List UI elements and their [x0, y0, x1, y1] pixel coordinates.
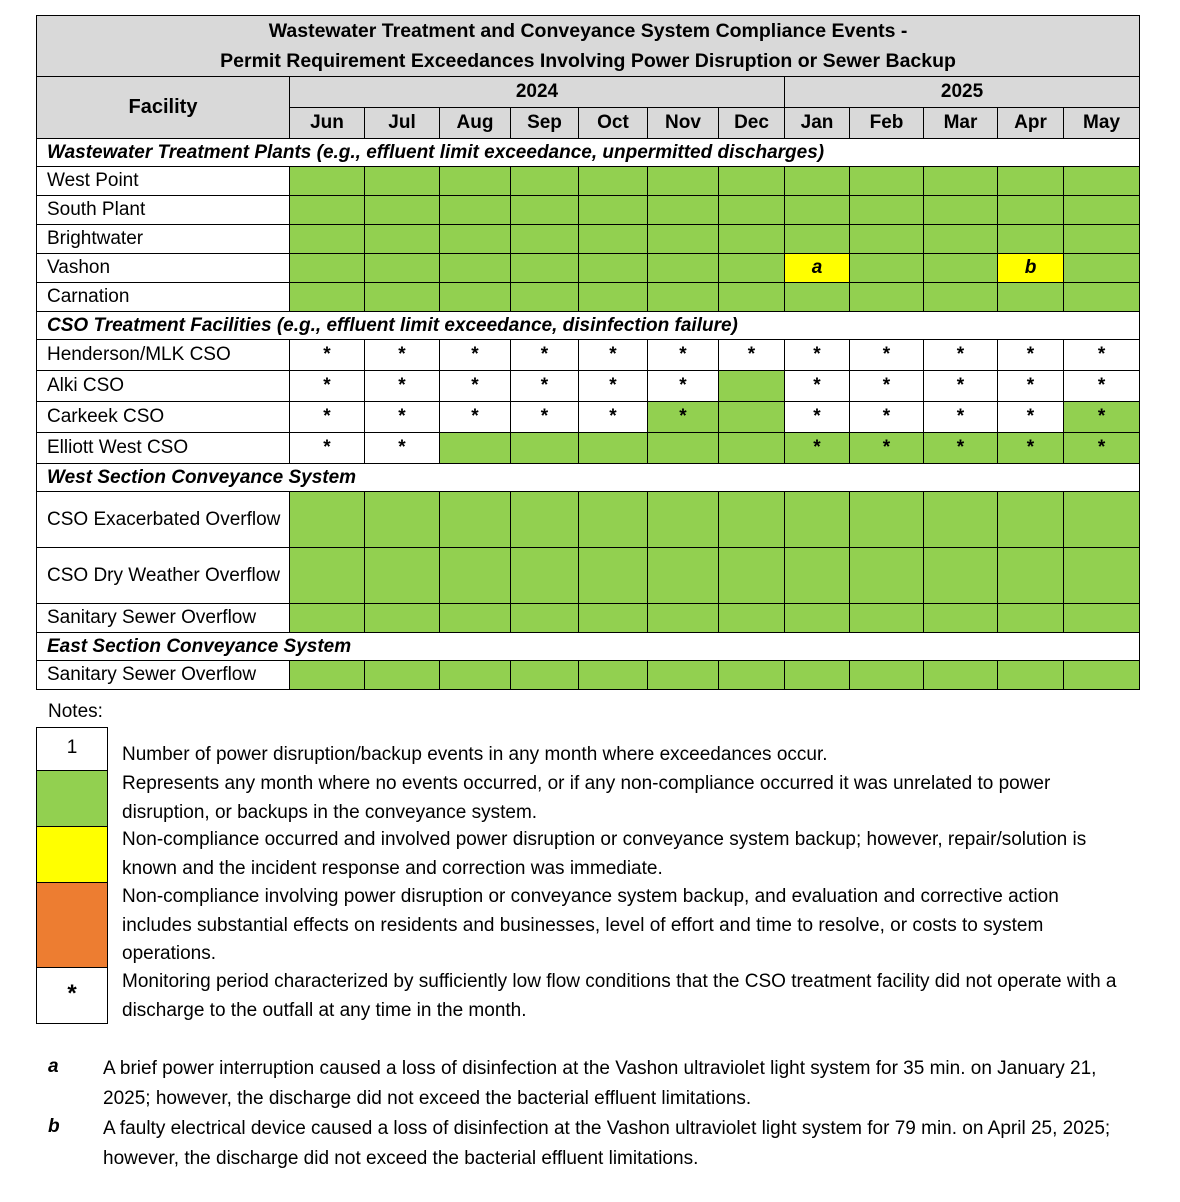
status-cell: [440, 254, 511, 283]
status-cell: [511, 167, 579, 196]
status-cell: *: [365, 340, 440, 371]
month-header-jun: Jun: [290, 108, 365, 139]
status-cell: [785, 283, 850, 312]
status-cell: [290, 167, 365, 196]
status-cell: *: [579, 371, 648, 402]
status-cell: [365, 492, 440, 548]
facility-name: Sanitary Sewer Overflow: [37, 604, 290, 633]
status-cell: [719, 402, 785, 433]
status-cell: *: [785, 340, 850, 371]
status-cell: [290, 604, 365, 633]
compliance-events-table: [36, 15, 1140, 690]
legend-swatch-count: 1: [36, 727, 108, 771]
status-cell: [850, 196, 924, 225]
section-header: West Section Conveyance System: [37, 464, 1140, 492]
legend-text-green: Represents any month where no events occurred, or if any non-compliance occurred it was unrelated to power disruption, or backups in the conveyance system.: [122, 773, 1051, 823]
status-cell: [511, 283, 579, 312]
status-cell: [579, 548, 648, 604]
status-cell: *: [648, 340, 719, 371]
table-row: [37, 254, 1140, 283]
status-cell: b: [998, 254, 1064, 283]
status-cell: [719, 225, 785, 254]
status-cell: [1064, 548, 1140, 604]
month-header-oct: Oct: [579, 108, 648, 139]
legend-text-star: Monitoring period characterized by sufficiently low flow conditions that the CSO treatment facility did not operate with a discharge to the outfall at any time in the month.: [122, 971, 1117, 1021]
status-cell: [924, 225, 998, 254]
facility-name: Carkeek CSO: [37, 402, 290, 433]
legend-swatch-green: [36, 770, 108, 827]
notes-label: Notes:: [48, 701, 103, 722]
status-cell: [290, 283, 365, 312]
month-header-aug: Aug: [440, 108, 511, 139]
status-cell: [440, 604, 511, 633]
status-cell: *: [290, 433, 365, 464]
status-cell: [719, 433, 785, 464]
status-cell: [785, 225, 850, 254]
status-cell: *: [511, 371, 579, 402]
status-cell: [1064, 604, 1140, 633]
status-cell: [511, 254, 579, 283]
table-row: [37, 340, 1140, 371]
status-cell: *: [440, 371, 511, 402]
status-cell: *: [998, 340, 1064, 371]
status-cell: [719, 371, 785, 402]
status-cell: [511, 433, 579, 464]
status-cell: [1064, 167, 1140, 196]
status-cell: [719, 604, 785, 633]
legend-text-count: Number of power disruption/backup events in any month where exceedances occur.: [122, 744, 828, 765]
status-cell: [785, 167, 850, 196]
status-cell: [924, 196, 998, 225]
status-cell: a: [785, 254, 850, 283]
facility-name: CSO Dry Weather Overflow: [37, 548, 290, 604]
status-cell: [785, 196, 850, 225]
legend-swatch-yellow: [36, 826, 108, 883]
status-cell: *: [998, 371, 1064, 402]
status-cell: [648, 492, 719, 548]
footnote-a-letter: a: [48, 1056, 59, 1077]
status-cell: *: [998, 433, 1064, 464]
status-cell: [924, 167, 998, 196]
status-cell: [579, 283, 648, 312]
status-cell: *: [1064, 340, 1140, 371]
status-cell: [719, 196, 785, 225]
status-cell: [511, 492, 579, 548]
status-cell: [719, 661, 785, 690]
status-cell: [648, 604, 719, 633]
status-cell: [440, 225, 511, 254]
status-cell: *: [785, 433, 850, 464]
status-cell: *: [1064, 402, 1140, 433]
table-row: [37, 604, 1140, 633]
status-cell: [365, 196, 440, 225]
status-cell: [998, 196, 1064, 225]
status-cell: [440, 196, 511, 225]
legend-text-yellow: Non-compliance occurred and involved power disruption or conveyance system backup; however, repair/solution is known and the incident response and correction was immediate.: [122, 829, 1087, 879]
status-cell: [440, 492, 511, 548]
status-cell: [924, 548, 998, 604]
status-cell: [365, 167, 440, 196]
month-header-mar: Mar: [924, 108, 998, 139]
status-cell: [579, 167, 648, 196]
status-cell: [290, 196, 365, 225]
facility-name: Sanitary Sewer Overflow: [37, 661, 290, 690]
status-cell: [719, 548, 785, 604]
status-cell: [290, 492, 365, 548]
status-cell: [648, 548, 719, 604]
status-cell: [998, 492, 1064, 548]
status-cell: [850, 283, 924, 312]
status-cell: [290, 661, 365, 690]
status-cell: *: [290, 402, 365, 433]
status-cell: *: [924, 433, 998, 464]
status-cell: [511, 604, 579, 633]
status-cell: [440, 661, 511, 690]
status-cell: *: [365, 433, 440, 464]
status-cell: *: [785, 371, 850, 402]
status-cell: [719, 492, 785, 548]
status-cell: *: [1064, 433, 1140, 464]
status-cell: [924, 254, 998, 283]
year-2024-header: 2024: [290, 77, 785, 108]
status-cell: *: [924, 402, 998, 433]
table-row: [37, 492, 1140, 548]
month-header-jul: Jul: [365, 108, 440, 139]
table-row: [37, 196, 1140, 225]
legend-text-orange: Non-compliance involving power disruption or conveyance system backup, and evaluation and corrective action includes substantial effects on residents and businesses, level of effort and time to resolve, or costs to system operations.: [122, 886, 1059, 964]
status-cell: *: [440, 402, 511, 433]
status-cell: *: [850, 433, 924, 464]
legend-swatch-star: *: [36, 967, 108, 1024]
facility-name: Elliott West CSO: [37, 433, 290, 464]
table-title-line-1: Wastewater Treatment and Conveyance System Compliance Events -: [268, 20, 908, 42]
status-cell: [998, 225, 1064, 254]
status-cell: [924, 604, 998, 633]
status-cell: [998, 167, 1064, 196]
status-cell: [719, 254, 785, 283]
status-cell: [648, 167, 719, 196]
status-cell: [998, 283, 1064, 312]
status-cell: *: [1064, 371, 1140, 402]
status-cell: [440, 167, 511, 196]
status-cell: [924, 492, 998, 548]
status-cell: [365, 283, 440, 312]
status-cell: *: [785, 402, 850, 433]
status-cell: *: [440, 340, 511, 371]
table-row: [37, 548, 1140, 604]
facility-name: Henderson/MLK CSO: [37, 340, 290, 371]
status-cell: [785, 604, 850, 633]
status-cell: [579, 604, 648, 633]
status-cell: [850, 167, 924, 196]
status-cell: [648, 661, 719, 690]
footnote-b-letter: b: [48, 1116, 60, 1137]
section-header: East Section Conveyance System: [37, 633, 1140, 661]
status-cell: [785, 661, 850, 690]
facility-column-header: Facility: [37, 77, 290, 139]
status-cell: [785, 548, 850, 604]
status-cell: [511, 661, 579, 690]
status-cell: [290, 254, 365, 283]
status-cell: [579, 254, 648, 283]
status-cell: *: [998, 402, 1064, 433]
status-cell: [850, 492, 924, 548]
status-cell: [511, 196, 579, 225]
status-cell: *: [511, 402, 579, 433]
status-cell: [998, 661, 1064, 690]
status-cell: [850, 604, 924, 633]
table-row: [37, 402, 1140, 433]
status-cell: [850, 254, 924, 283]
month-header-dec: Dec: [719, 108, 785, 139]
status-cell: [998, 548, 1064, 604]
status-cell: [924, 283, 998, 312]
status-cell: [648, 254, 719, 283]
table-row: [37, 433, 1140, 464]
status-cell: *: [648, 402, 719, 433]
status-cell: [365, 604, 440, 633]
status-cell: *: [850, 402, 924, 433]
month-header-jan: Jan: [785, 108, 850, 139]
status-cell: *: [648, 371, 719, 402]
status-cell: [1064, 196, 1140, 225]
status-cell: *: [719, 340, 785, 371]
table-title: [37, 16, 1140, 77]
status-cell: [579, 225, 648, 254]
status-cell: [719, 167, 785, 196]
status-cell: [579, 661, 648, 690]
month-header-sep: Sep: [511, 108, 579, 139]
table-row: [37, 225, 1140, 254]
table-title-line-2: Permit Requirement Exceedances Involving Power Disruption or Sewer Backup: [220, 50, 956, 72]
status-cell: *: [290, 371, 365, 402]
facility-name: Vashon: [37, 254, 290, 283]
status-cell: [1064, 254, 1140, 283]
footnote-a-text: A brief power interruption caused a loss of disinfection at the Vashon ultraviolet light system for 35 min. on January 21, 2025; however, the discharge did not exceed the bacterial effluent limitations.: [103, 1058, 1097, 1109]
month-header-nov: Nov: [648, 108, 719, 139]
status-cell: *: [511, 340, 579, 371]
status-cell: *: [579, 402, 648, 433]
status-cell: [648, 433, 719, 464]
section-header: CSO Treatment Facilities (e.g., effluent limit exceedance, disinfection failure): [37, 312, 1140, 340]
status-cell: [850, 661, 924, 690]
status-cell: [365, 661, 440, 690]
status-cell: *: [365, 371, 440, 402]
status-cell: [440, 548, 511, 604]
facility-name: South Plant: [37, 196, 290, 225]
status-cell: [440, 433, 511, 464]
status-cell: [579, 196, 648, 225]
legend-swatch-orange: [36, 882, 108, 968]
status-cell: *: [579, 340, 648, 371]
status-cell: *: [365, 402, 440, 433]
year-2025-header: 2025: [785, 77, 1140, 108]
table-row: [37, 661, 1140, 690]
table-row: [37, 283, 1140, 312]
status-cell: *: [850, 371, 924, 402]
status-cell: [290, 548, 365, 604]
status-cell: [1064, 283, 1140, 312]
status-cell: [365, 548, 440, 604]
status-cell: [365, 254, 440, 283]
status-cell: [365, 225, 440, 254]
status-cell: [440, 283, 511, 312]
footnote-b-text: A faulty electrical device caused a loss of disinfection at the Vashon ultraviolet light system for 79 min. on April 25, 2025; however, the discharge did not exceed the bacterial effluent limitations.: [103, 1118, 1111, 1169]
status-cell: *: [290, 340, 365, 371]
facility-name: CSO Exacerbated Overflow: [37, 492, 290, 548]
month-header-may: May: [1064, 108, 1140, 139]
status-cell: [511, 225, 579, 254]
status-cell: [648, 196, 719, 225]
status-cell: [579, 433, 648, 464]
table-row: [37, 371, 1140, 402]
facility-name: West Point: [37, 167, 290, 196]
status-cell: [850, 548, 924, 604]
status-cell: [998, 604, 1064, 633]
status-cell: [579, 492, 648, 548]
month-header-feb: Feb: [850, 108, 924, 139]
status-cell: [511, 548, 579, 604]
status-cell: *: [924, 371, 998, 402]
facility-name: Brightwater: [37, 225, 290, 254]
status-cell: [1064, 225, 1140, 254]
status-cell: *: [850, 340, 924, 371]
status-cell: [1064, 492, 1140, 548]
status-cell: [924, 661, 998, 690]
facility-name: Carnation: [37, 283, 290, 312]
status-cell: *: [924, 340, 998, 371]
status-cell: [1064, 661, 1140, 690]
status-cell: [290, 225, 365, 254]
status-cell: [648, 283, 719, 312]
status-cell: [850, 225, 924, 254]
month-header-apr: Apr: [998, 108, 1064, 139]
table-row: [37, 167, 1140, 196]
status-cell: [785, 492, 850, 548]
status-cell: [719, 283, 785, 312]
facility-name: Alki CSO: [37, 371, 290, 402]
section-header: Wastewater Treatment Plants (e.g., effluent limit exceedance, unpermitted discharges): [37, 139, 1140, 167]
status-cell: [648, 225, 719, 254]
